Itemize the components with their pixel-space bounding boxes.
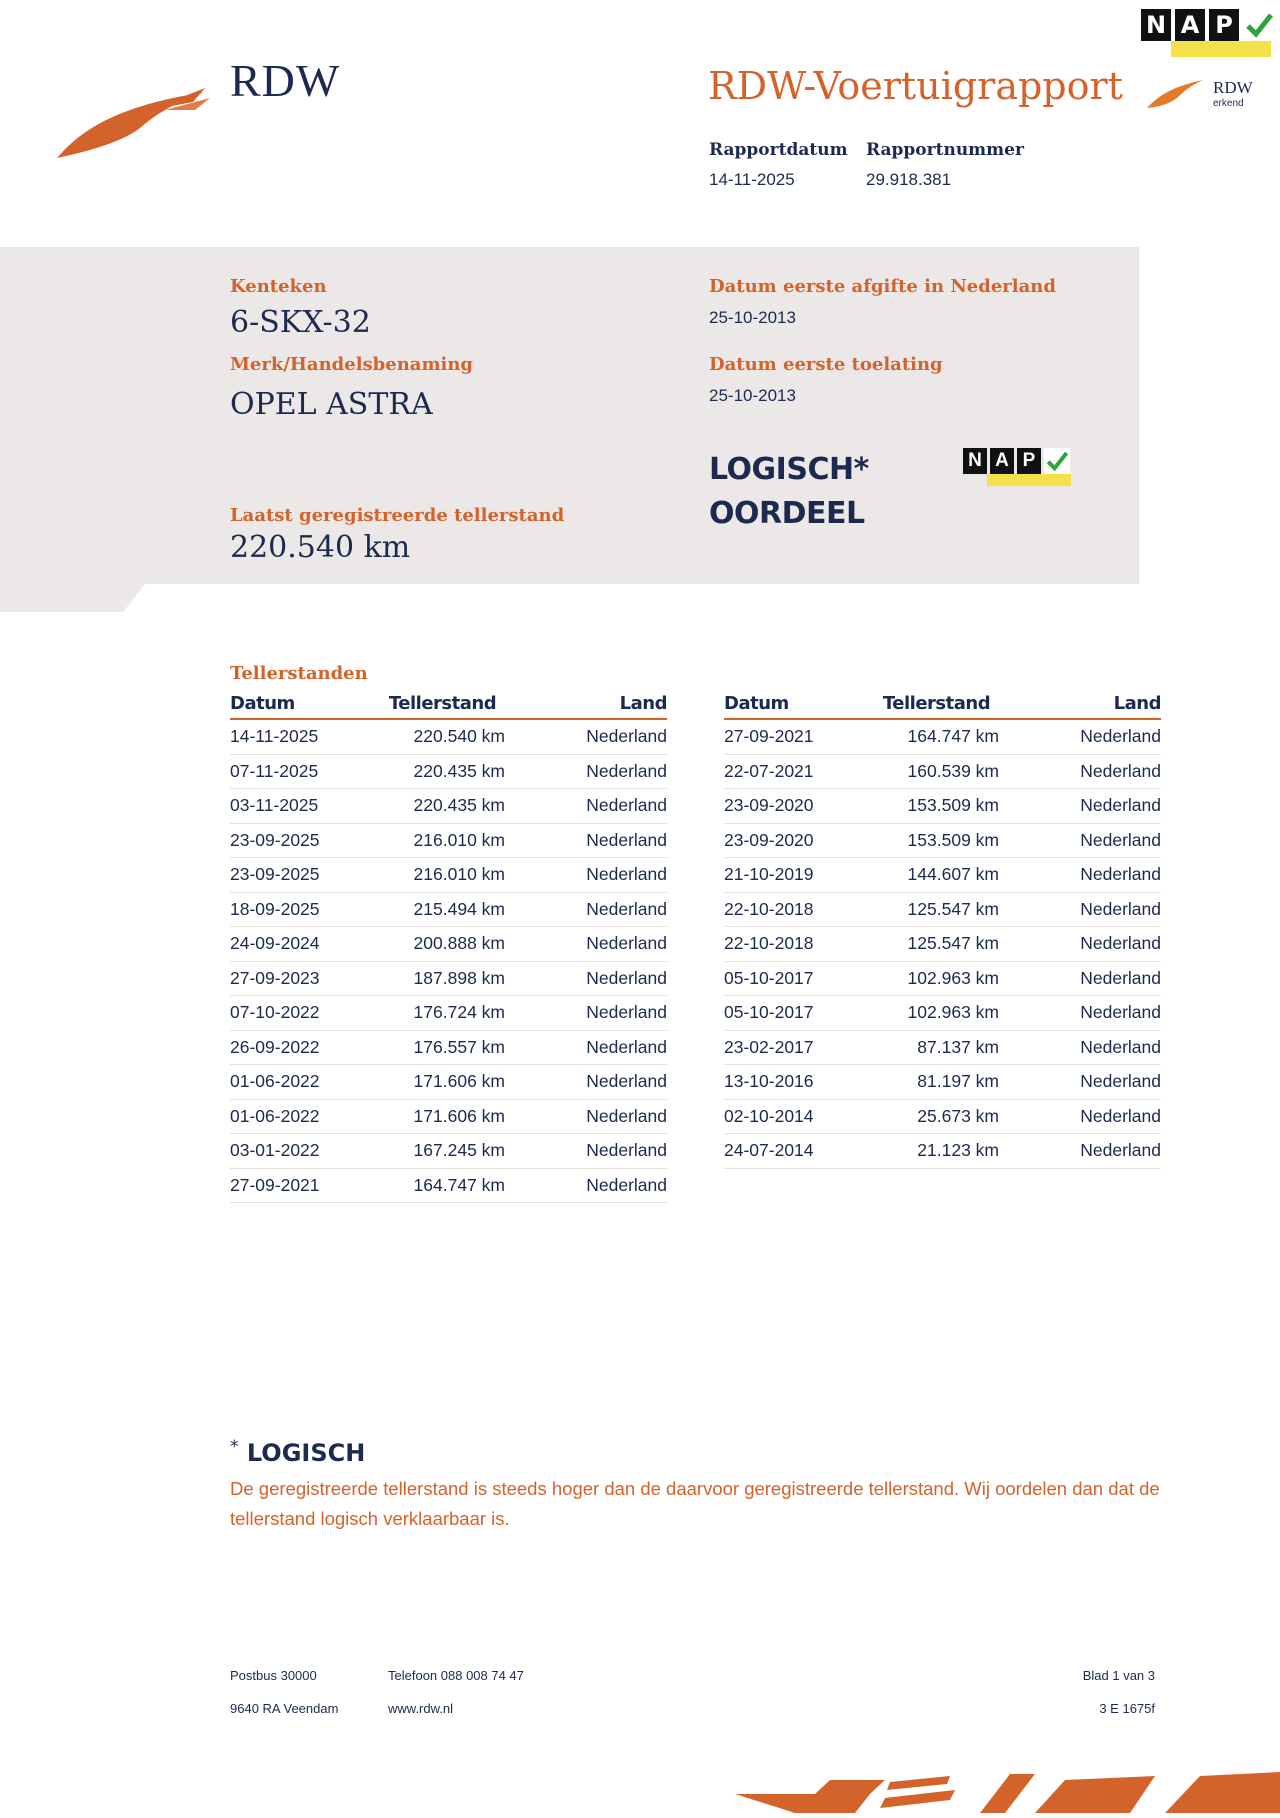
- nap-letter-p: P: [1209, 9, 1239, 41]
- cell-date: 03-01-2022: [230, 1134, 380, 1169]
- cell-date: 22-10-2018: [724, 927, 874, 962]
- table-header-row: [724, 691, 1161, 719]
- cell-odometer: 220.540 km: [380, 719, 505, 754]
- cell-odometer: 87.137 km: [874, 1030, 999, 1065]
- cell-date: 22-07-2021: [724, 754, 874, 789]
- cell-odometer: 167.245 km: [380, 1134, 505, 1169]
- table-row: [724, 892, 1161, 927]
- table-row: [724, 1030, 1161, 1065]
- cell-date: 26-09-2022: [230, 1030, 380, 1065]
- cell-country: Nederland: [505, 823, 667, 858]
- cell-date: 22-10-2018: [724, 892, 874, 927]
- table-row: [724, 996, 1161, 1031]
- header-date: Datum: [724, 691, 874, 719]
- cell-odometer: 144.607 km: [874, 858, 999, 893]
- table-row: [724, 1099, 1161, 1134]
- cell-date: 23-09-2020: [724, 789, 874, 824]
- cell-country: Nederland: [505, 1030, 667, 1065]
- cell-date: 13-10-2016: [724, 1065, 874, 1100]
- first-admission-label: Datum eerste toelating: [709, 354, 943, 375]
- nap-letter-a: A: [990, 448, 1014, 474]
- table-row: [230, 823, 667, 858]
- report-number: 29.918.381: [866, 170, 952, 189]
- footer-postbus: Postbus 30000: [230, 1668, 317, 1683]
- nap-letter-n: N: [963, 448, 987, 474]
- footnote-title: [230, 1437, 365, 1467]
- cell-odometer: 81.197 km: [874, 1065, 999, 1100]
- cell-date: 24-09-2024: [230, 927, 380, 962]
- cell-date: 01-06-2022: [230, 1099, 380, 1134]
- cell-country: Nederland: [505, 1168, 667, 1203]
- nap-badge-top: [1141, 9, 1275, 41]
- footer-city: 9640 RA Veendam: [230, 1701, 339, 1716]
- cell-odometer: 220.435 km: [380, 789, 505, 824]
- table-row: [230, 892, 667, 927]
- cell-date: 01-06-2022: [230, 1065, 380, 1100]
- cell-odometer: 216.010 km: [380, 858, 505, 893]
- header-odometer: Tellerstand: [874, 691, 999, 719]
- footnote-text: De geregistreerde tellerstand is steeds hoger dan de daarvoor geregistreerde tellerstand. Wij oordelen dan dat de tellerstand logisch verklaarbaar is.: [230, 1478, 1160, 1529]
- table-row: [230, 1065, 667, 1100]
- odometer-label: Laatst geregistreerde tellerstand: [230, 505, 565, 526]
- table-row: [230, 858, 667, 893]
- header-date: Datum: [230, 691, 380, 719]
- header-odometer: Tellerstand: [380, 691, 505, 719]
- cell-odometer: 200.888 km: [380, 927, 505, 962]
- report-date-label: Rapportdatum: [709, 140, 848, 160]
- header-country: Land: [505, 691, 667, 719]
- cell-date: 14-11-2025: [230, 719, 380, 754]
- table-row: [724, 789, 1161, 824]
- cell-country: Nederland: [505, 1065, 667, 1100]
- cell-odometer: 125.547 km: [874, 892, 999, 927]
- cell-country: Nederland: [505, 719, 667, 754]
- first-issue-nl-value: 25-10-2013: [709, 308, 796, 327]
- cell-odometer: 153.509 km: [874, 823, 999, 858]
- cell-odometer: 102.963 km: [874, 996, 999, 1031]
- cell-country: Nederland: [999, 719, 1161, 754]
- cell-odometer: 160.539 km: [874, 754, 999, 789]
- cell-odometer: 125.547 km: [874, 927, 999, 962]
- brand-value: OPEL ASTRA: [230, 387, 433, 422]
- cell-country: Nederland: [505, 927, 667, 962]
- footer-code: 3 E 1675f: [1099, 1701, 1155, 1716]
- cell-odometer: 187.898 km: [380, 961, 505, 996]
- table-row: [230, 1134, 667, 1169]
- footer-page: Blad 1 van 3: [1082, 1668, 1155, 1683]
- cell-date: 27-09-2021: [230, 1168, 380, 1203]
- table-row: [230, 789, 667, 824]
- cell-odometer: 176.557 km: [380, 1030, 505, 1065]
- check-icon: [1044, 448, 1070, 474]
- cell-country: Nederland: [505, 961, 667, 996]
- cell-date: 18-09-2025: [230, 892, 380, 927]
- cell-date: 07-10-2022: [230, 996, 380, 1031]
- rdw-logo-mark: [55, 80, 215, 165]
- cell-country: Nederland: [505, 892, 667, 927]
- cell-date: 27-09-2021: [724, 719, 874, 754]
- table-row: [724, 858, 1161, 893]
- cell-odometer: 164.747 km: [380, 1168, 505, 1203]
- cell-date: 24-07-2014: [724, 1134, 874, 1169]
- footer-website[interactable]: www.rdw.nl: [388, 1701, 454, 1716]
- table-row: [230, 927, 667, 962]
- cell-date: 21-10-2019: [724, 858, 874, 893]
- plate-value: 6-SKX-32: [230, 305, 371, 340]
- table-row: [724, 719, 1161, 754]
- cell-odometer: 176.724 km: [380, 996, 505, 1031]
- cell-date: 23-09-2020: [724, 823, 874, 858]
- footnote-title-text: LOGISCH: [246, 1439, 366, 1467]
- cell-country: Nederland: [999, 754, 1161, 789]
- table-row: [230, 1099, 667, 1134]
- cell-country: Nederland: [999, 961, 1161, 996]
- footnote-star: *: [230, 1437, 239, 1457]
- cell-country: Nederland: [505, 754, 667, 789]
- cell-country: Nederland: [999, 1099, 1161, 1134]
- cell-country: Nederland: [999, 996, 1161, 1031]
- nap-letter-p: P: [1017, 448, 1041, 474]
- rdw-erkend-logo: [1145, 76, 1265, 116]
- cell-country: Nederland: [999, 823, 1161, 858]
- table-row: [724, 823, 1161, 858]
- table-header-row: [230, 691, 667, 719]
- header-country: Land: [999, 691, 1161, 719]
- cell-odometer: 164.747 km: [874, 719, 999, 754]
- cell-odometer: 25.673 km: [874, 1099, 999, 1134]
- report-title: RDW-Voertuigrapport: [708, 64, 1123, 108]
- cell-odometer: 21.123 km: [874, 1134, 999, 1169]
- cell-country: Nederland: [505, 858, 667, 893]
- cell-country: Nederland: [999, 789, 1161, 824]
- nap-letter-a: A: [1175, 9, 1205, 41]
- rdw-erkend-name: RDW: [1213, 78, 1253, 97]
- cell-odometer: 215.494 km: [380, 892, 505, 927]
- check-icon: [1243, 9, 1275, 41]
- readings-title: Tellerstanden: [230, 663, 368, 684]
- cell-date: 27-09-2023: [230, 961, 380, 996]
- table-row: [230, 1168, 667, 1203]
- cell-country: Nederland: [999, 892, 1161, 927]
- table-row: [230, 1030, 667, 1065]
- cell-country: Nederland: [999, 1134, 1161, 1169]
- odometer-value: 220.540 km: [230, 530, 411, 565]
- vehicle-panel: [0, 247, 1139, 584]
- table-row: [230, 719, 667, 754]
- vehicle-panel-notch: [0, 584, 145, 612]
- table-row: [230, 996, 667, 1031]
- table-row: [724, 1065, 1161, 1100]
- cell-date: 23-02-2017: [724, 1030, 874, 1065]
- table-row: [724, 961, 1161, 996]
- cell-date: 05-10-2017: [724, 996, 874, 1031]
- verdict-line2: OORDEEL: [709, 496, 865, 531]
- footer-decoration: [735, 1772, 1280, 1813]
- verdict-line1: LOGISCH*: [709, 452, 869, 487]
- readings-table-right: [724, 691, 1161, 1169]
- cell-country: Nederland: [505, 996, 667, 1031]
- cell-country: Nederland: [505, 1099, 667, 1134]
- first-admission-value: 25-10-2013: [709, 386, 796, 405]
- cell-country: Nederland: [505, 1134, 667, 1169]
- rdw-erkend-sub: erkend: [1213, 98, 1244, 109]
- nap-badge-panel: [963, 448, 1070, 474]
- cell-country: Nederland: [999, 927, 1161, 962]
- cell-odometer: 153.509 km: [874, 789, 999, 824]
- table-row: [724, 927, 1161, 962]
- cell-date: 23-09-2025: [230, 858, 380, 893]
- cell-date: 05-10-2017: [724, 961, 874, 996]
- plate-label: Kenteken: [230, 276, 327, 297]
- cell-country: Nederland: [999, 1030, 1161, 1065]
- table-row: [230, 754, 667, 789]
- cell-date: 03-11-2025: [230, 789, 380, 824]
- table-row: [230, 961, 667, 996]
- cell-date: 23-09-2025: [230, 823, 380, 858]
- cell-date: 02-10-2014: [724, 1099, 874, 1134]
- nap-letter-n: N: [1141, 9, 1171, 41]
- table-row: [724, 754, 1161, 789]
- footer-phone: Telefoon 088 008 74 47: [388, 1668, 524, 1683]
- cell-country: Nederland: [999, 858, 1161, 893]
- cell-odometer: 171.606 km: [380, 1099, 505, 1134]
- cell-odometer: 216.010 km: [380, 823, 505, 858]
- report-number-label: Rapportnummer: [866, 140, 1024, 160]
- cell-odometer: 102.963 km: [874, 961, 999, 996]
- cell-odometer: 220.435 km: [380, 754, 505, 789]
- cell-country: Nederland: [999, 1065, 1161, 1100]
- rdw-logo-text: RDW: [230, 55, 341, 106]
- cell-odometer: 171.606 km: [380, 1065, 505, 1100]
- readings-table-left: [230, 691, 667, 1203]
- cell-country: Nederland: [505, 789, 667, 824]
- first-issue-nl-label: Datum eerste afgifte in Nederland: [709, 276, 1056, 297]
- table-row: [724, 1134, 1161, 1169]
- brand-label: Merk/Handelsbenaming: [230, 354, 474, 375]
- cell-date: 07-11-2025: [230, 754, 380, 789]
- report-date: 14-11-2025: [709, 170, 795, 189]
